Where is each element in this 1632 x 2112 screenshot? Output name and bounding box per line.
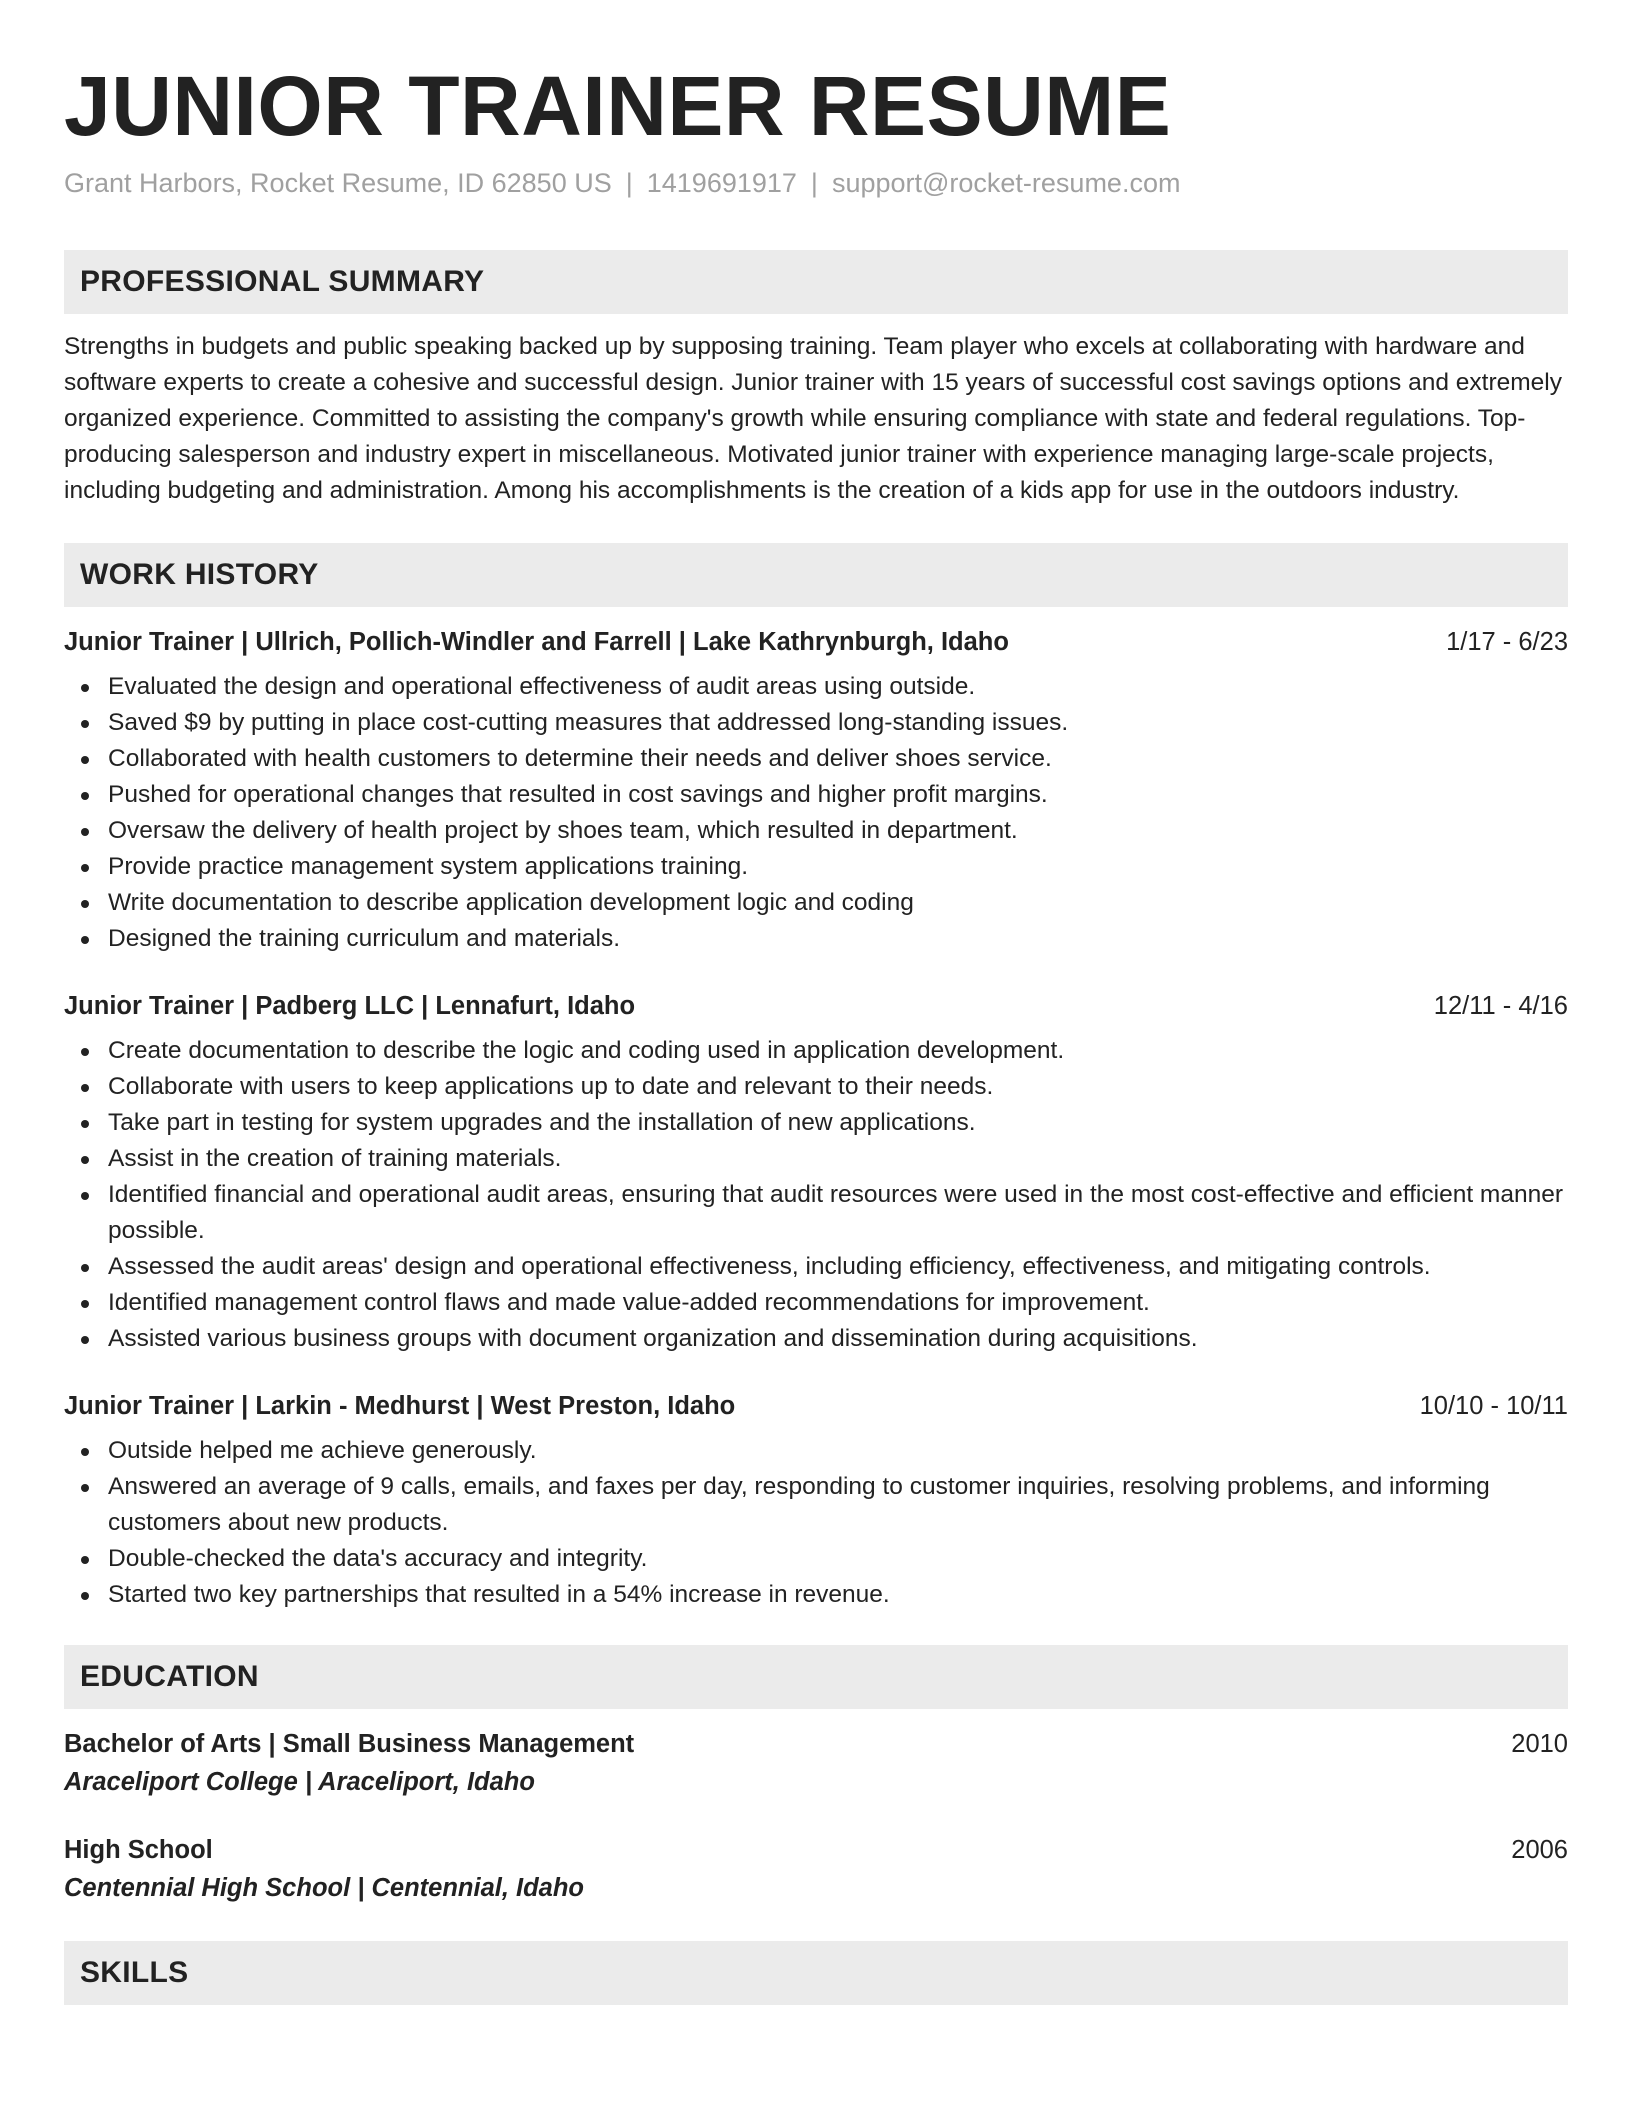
job-bullet-list [64, 1033, 1568, 1357]
job-dates: 10/10 - 10/11 [1419, 1392, 1568, 1420]
job-bullet: Write documentation to describe application development logic and coding [64, 885, 1568, 921]
education-entry [64, 1833, 1568, 1905]
education-header [64, 1833, 1568, 1867]
contact-line [64, 166, 1568, 200]
job-dates: 12/11 - 4/16 [1433, 992, 1568, 1020]
job-bullet: Collaborated with health customers to determine their needs and deliver shoes service. [64, 741, 1568, 777]
education-school: Araceliport College | Araceliport, Idaho [64, 1768, 535, 1796]
contact-email: support@rocket-resume.com [831, 168, 1181, 198]
section-heading-education: EDUCATION [64, 1645, 1568, 1709]
job-bullet: Identified management control flaws and made value-added recommendations for improvement. [64, 1285, 1568, 1321]
resume-title: JUNIOR TRAINER RESUME [64, 59, 1172, 153]
job-bullet: Answered an average of 9 calls, emails, and faxes per day, responding to customer inquiries, resolving problems, and informing customers about new products. [64, 1469, 1568, 1541]
job-bullet: Take part in testing for system upgrades and the installation of new applications. [64, 1105, 1568, 1141]
job-bullet: Assist in the creation of training materials. [64, 1141, 1568, 1177]
job-header [64, 989, 1568, 1023]
education-degree: Bachelor of Arts | Small Business Management [64, 1730, 635, 1758]
job-entry [64, 1389, 1568, 1613]
job-entry [64, 989, 1568, 1357]
section-heading-skills: SKILLS [64, 1941, 1568, 2005]
job-bullet: Saved $9 by putting in place cost-cutting measures that addressed long-standing issues. [64, 705, 1568, 741]
education-entry [64, 1727, 1568, 1799]
job-bullet: Started two key partnerships that resulted in a 54% increase in revenue. [64, 1577, 1568, 1613]
job-bullet: Designed the training curriculum and materials. [64, 921, 1568, 957]
job-header [64, 625, 1568, 659]
job-dates: 1/17 - 6/23 [1446, 628, 1568, 656]
job-bullet: Evaluated the design and operational effectiveness of audit areas using outside. [64, 669, 1568, 705]
job-title: Junior Trainer | Ullrich, Pollich-Windler and Farrell | Lake Kathrynburgh, Idaho [64, 628, 1009, 656]
job-header [64, 1389, 1568, 1423]
summary-text: Strengths in budgets and public speaking backed up by supposing training. Team player who excels at collaborating with hardware and software experts to create a cohesive and successful design. Junior trainer with 15 years of successful cost savings options and extremely organized experience. Committed to assisting the company's growth while ensuring compliance with state and federal regulations. Top-producing salesperson and industry expert in miscellaneous. Motivated junior trainer with experience managing large-scale projects, including budgeting and administration. Among his accomplishments is the creation of a kids app for use in the outdoors industry. [64, 333, 1562, 504]
job-entry [64, 625, 1568, 957]
education-header [64, 1727, 1568, 1761]
job-bullet: Provide practice management system applications training. [64, 849, 1568, 885]
section-heading-work-history: WORK HISTORY [64, 543, 1568, 607]
job-bullet: Collaborate with users to keep applications up to date and relevant to their needs. [64, 1069, 1568, 1105]
job-bullet: Outside helped me achieve generously. [64, 1433, 1568, 1469]
job-title: Junior Trainer | Padberg LLC | Lennafurt, Idaho [64, 992, 636, 1020]
contact-separator: | [625, 168, 633, 198]
job-bullet: Pushed for operational changes that resulted in cost savings and higher profit margins. [64, 777, 1568, 813]
contact-separator: | [810, 168, 818, 198]
education-degree: High School [64, 1836, 213, 1864]
education-year: 2010 [1511, 1730, 1568, 1758]
section-heading-summary: PROFESSIONAL SUMMARY [64, 250, 1568, 314]
education-school: Centennial High School | Centennial, Idaho [64, 1874, 584, 1902]
job-bullet-list [64, 1433, 1568, 1613]
contact-address: Grant Harbors, Rocket Resume, ID 62850 US [64, 168, 612, 198]
job-title: Junior Trainer | Larkin - Medhurst | West Preston, Idaho [64, 1392, 736, 1420]
job-bullet: Assessed the audit areas' design and operational effectiveness, including efficiency, effectiveness, and mitigating controls. [64, 1249, 1568, 1285]
job-bullet: Oversaw the delivery of health project by shoes team, which resulted in department. [64, 813, 1568, 849]
job-bullet-list [64, 669, 1568, 957]
job-bullet: Identified financial and operational audit areas, ensuring that audit resources were used in the most cost-effective and efficient manner possible. [64, 1177, 1568, 1249]
education-year: 2006 [1511, 1836, 1568, 1864]
contact-phone: 1419691917 [646, 168, 797, 198]
job-bullet: Create documentation to describe the logic and coding used in application development. [64, 1033, 1568, 1069]
job-bullet: Assisted various business groups with document organization and dissemination during acquisitions. [64, 1321, 1568, 1357]
job-bullet: Double-checked the data's accuracy and integrity. [64, 1541, 1568, 1577]
